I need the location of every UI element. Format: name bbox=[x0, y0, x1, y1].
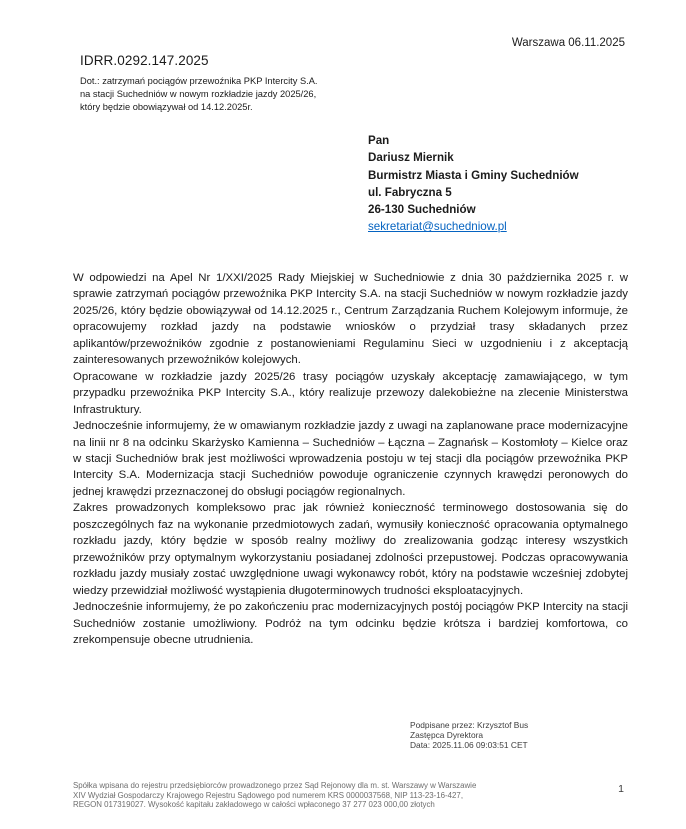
body-paragraph: Jednocześnie informujemy, że po zakończeniu prac modernizacyjnych postój pociągów PKP Intercity na stacji Suchedniów zostanie umożliwiony. Podróż na tym odcinku będzie krótsza i bardziej komfortowa, co zrekompensuje obecne utrudnienia. bbox=[73, 601, 628, 646]
recipient-salutation: Pan bbox=[368, 134, 390, 147]
recipient-street: ul. Fabryczna 5 bbox=[368, 185, 452, 199]
subject-line: Dot.: zatrzymań pociągów przewoźnika PKP Intercity S.A. bbox=[80, 76, 318, 86]
recipient-name: Dariusz Miernik bbox=[368, 151, 454, 165]
reference-number: IDRR.0292.147.2025 bbox=[80, 53, 209, 68]
place-date: Warszawa 06.11.2025 bbox=[511, 37, 625, 49]
recipient-email-link[interactable]: sekretariat@suchedniow.pl bbox=[368, 220, 507, 234]
footer-legal-line: REGON 017319027. Wysokość kapitału zakładowego w całości wpłaconego 37 277 023 000,00 złotych bbox=[73, 800, 435, 810]
signature-date: Data: 2025.11.06 09:03:51 CET bbox=[410, 739, 528, 750]
signature-block bbox=[410, 721, 528, 750]
letter-body bbox=[73, 270, 628, 648]
subject-block bbox=[80, 75, 318, 114]
footer-legal-line: XIV Wydział Gospodarczy Krajowego Rejestru Sądowego pod numerem KRS 0000037568, NIP 113-23-16-427, bbox=[73, 790, 464, 800]
signature-title: Zastępca Dyrektora bbox=[410, 729, 484, 740]
body-paragraph: Zakres prowadzonych kompleksowo prac jak również konieczność terminowego dostosowania się do poszczególnych faz na wykonanie przedmiotowych zadań, wymusiły konieczność opracowania optymalnego rozkładu jazdy, który będzie w sposób realny możliwy do zrealizowania godząc interesy wszystkich przewoźników przy optymalnym wykorzystaniu posiadanej zdolności przepustowej. Podczas opracowywania rozkładu jazdy musiały zostać uwzględnione uwagi wykonawcy robót, który na podstawie wcześniej zdobytej wiedzy przewidział możliwość wystąpienia długoterminowych trudności eksploatacyjnych. bbox=[73, 502, 628, 597]
signature-signed-by: Podpisane przez: Krzysztof Bus bbox=[410, 720, 529, 730]
recipient-city: 26-130 Suchedniów bbox=[368, 203, 476, 217]
body-paragraph: Opracowane w rozkładzie jazdy 2025/26 trasy pociągów uzyskały akceptację zamawiającego, w tym przypadku przewoźnika PKP Intercity S.A., który realizuje przewozy dalekobieżne na zlecenie Ministerstwa Infrastruktury. bbox=[73, 370, 628, 416]
recipient-block bbox=[368, 132, 579, 236]
subject-line: który będzie obowiązywał od 14.12.2025r. bbox=[80, 102, 253, 112]
page-number: 1 bbox=[618, 783, 624, 795]
subject-line: na stacji Suchedniów w nowym rozkładzie jazdy 2025/26, bbox=[80, 89, 317, 99]
body-paragraph: Jednocześnie informujemy, że w omawianym rozkładzie jazdy z uwagi na zaplanowane prace modernizacyjne na linii nr 8 na odcinku Skarżysko Kamienna – Suchedniów – Łączna – Zagnańsk – Kostomłoty – Kielce oraz w stacji Suchedniów brak jest możliwości wprowadzenia postoju w tej stacji dla pociągów przewoźnika PKP Intercity S.A. Modernizacja stacji Suchedniów powoduje ograniczenie czynnych krawędzi peronowych do jednej krawędzi przeznaczonej do obsługi pociągów regionalnych. bbox=[73, 420, 628, 498]
footer-legal-line: Spółka wpisana do rejestru przedsiębiorców prowadzonego przez Sąd Rejonowy dla m. st. Warszawy w Warszawie bbox=[73, 781, 477, 790]
body-paragraph: W odpowiedzi na Apel Nr 1/XXI/2025 Rady Miejskiej w Suchedniowie z dnia 30 października 2025 r. w sprawie zatrzymań pociągów przewoźnika PKP Intercity S.A. na stacji Suchedniów w nowym rozkładzie jazdy 2025/26, który będzie obowiązywał od 14.12.2025 r., Centrum Zarządzania Ruchem Kolejowym informuje, że opracowujemy rozkład jazdy na podstawie wniosków o przydział trasy składanych przez aplikantów/przewoźników zgodnie z postanowieniami Regulaminu Sieci w uzgodnieniu i z akceptacją zainteresowanych przewoźników kolejowych. bbox=[73, 272, 628, 367]
recipient-title: Burmistrz Miasta i Gminy Suchedniów bbox=[368, 168, 579, 182]
footer-legal-block bbox=[73, 781, 553, 810]
